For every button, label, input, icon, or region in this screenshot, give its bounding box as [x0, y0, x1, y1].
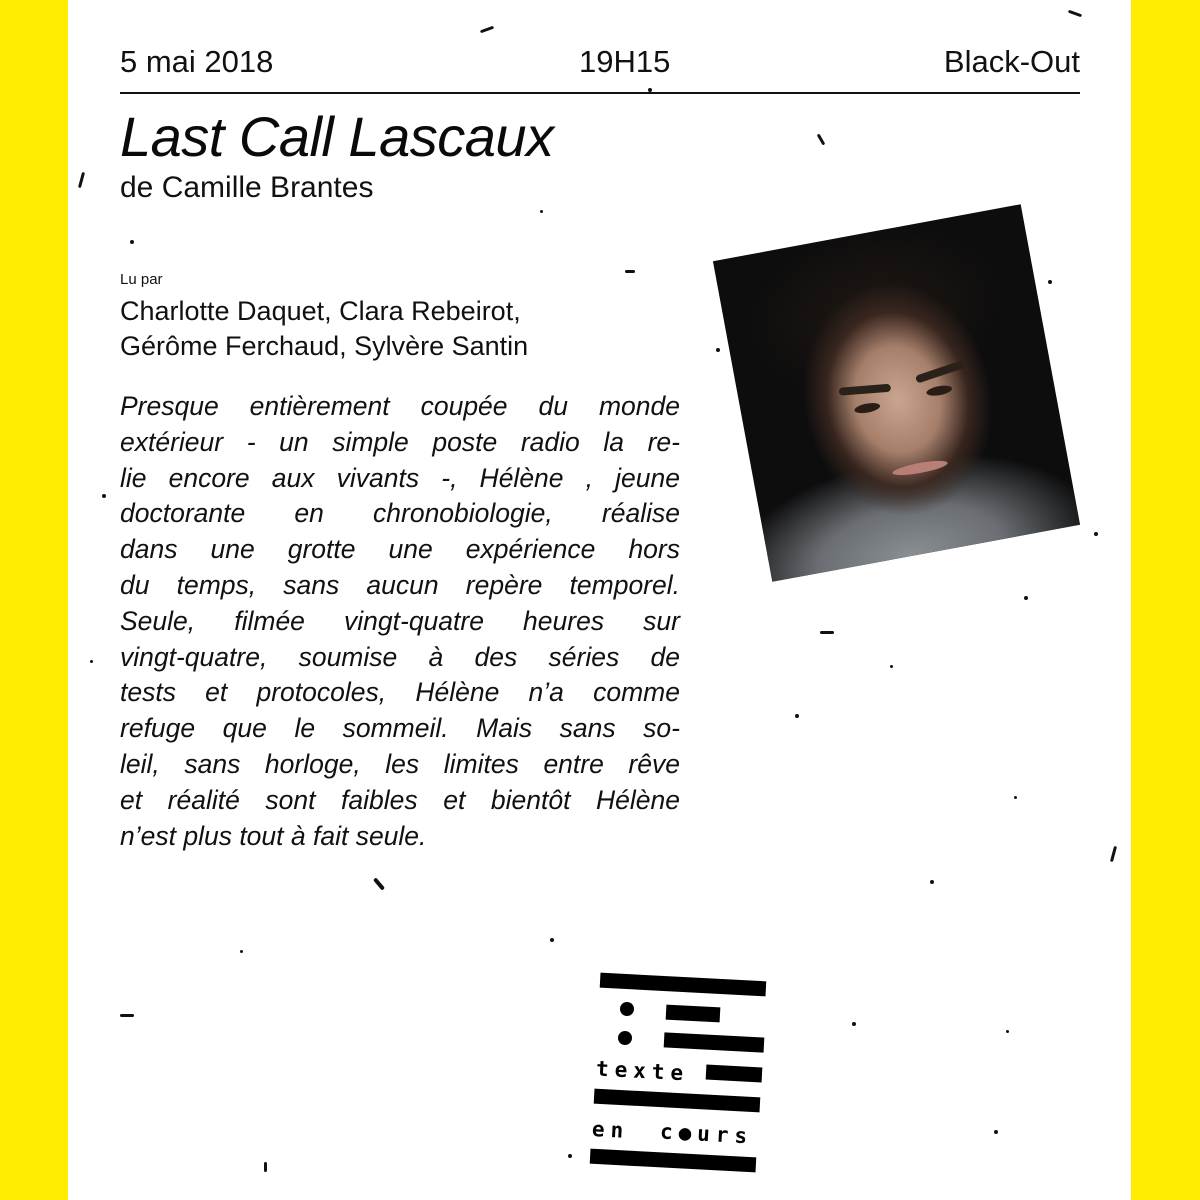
- decorative-speck: [852, 1022, 856, 1026]
- header-divider: [120, 92, 1080, 94]
- decorative-speck: [930, 880, 934, 884]
- decorative-speck: [1006, 1030, 1009, 1033]
- portrait-mouth: [892, 458, 949, 478]
- decorative-speck: [78, 172, 85, 188]
- event-header: [120, 40, 1080, 84]
- synopsis-line: leil, sans horloge, les limites entre rêve: [120, 748, 680, 779]
- decorative-speck: [1024, 596, 1028, 600]
- logo-bar: [666, 1005, 721, 1023]
- author-portrait-photo: [713, 204, 1080, 582]
- logo-word-en: en: [591, 1117, 630, 1143]
- decorative-speck: [1068, 10, 1082, 18]
- portrait-eye-right: [926, 384, 953, 398]
- decorative-speck: [480, 26, 494, 34]
- synopsis-line: Presque entièrement coupée du monde: [120, 391, 680, 421]
- logo-bar: [600, 973, 767, 997]
- decorative-speck: [1110, 846, 1117, 862]
- event-date: 5 mai 2018: [120, 44, 274, 79]
- logo-bar: [590, 1149, 757, 1173]
- synopsis-line: extérieur - un simple poste radio la re-: [120, 426, 680, 457]
- decorative-speck: [90, 660, 93, 663]
- decorative-speck: [102, 494, 106, 498]
- decorative-speck: [890, 665, 893, 668]
- logo-bar: [664, 1032, 765, 1052]
- synopsis-line: lie encore aux vivants -, Hélène , jeune: [120, 462, 680, 493]
- decorative-speck: [540, 210, 543, 213]
- decorative-speck: [1014, 796, 1017, 799]
- synopsis-line: Seule, filmée vingt-quatre heures sur: [120, 605, 680, 636]
- decorative-speck: [625, 270, 635, 273]
- decorative-speck: [373, 877, 385, 890]
- play-author: de Camille Brantes: [120, 171, 374, 204]
- decorative-speck: [264, 1162, 267, 1172]
- synopsis: [120, 389, 680, 854]
- logo-dot: [620, 1002, 634, 1016]
- synopsis-line: tests et protocoles, Hélène n’a comme: [120, 677, 680, 708]
- decorative-speck: [550, 938, 554, 942]
- logo-word-cours: c●urs: [659, 1119, 754, 1149]
- logo-bar: [594, 1089, 761, 1113]
- portrait-eye-left: [854, 401, 881, 415]
- portrait-brow-right: [915, 360, 967, 384]
- decorative-speck: [820, 631, 834, 634]
- texte-en-cours-logo: [591, 975, 768, 1170]
- synopsis-line: n’est plus tout à fait seule.: [120, 820, 427, 851]
- readers-label: Lu par: [120, 271, 163, 288]
- readers-line: Gérôme Ferchaud, Sylvère Santin: [120, 331, 529, 361]
- decorative-speck: [1048, 280, 1052, 284]
- synopsis-line: vingt-quatre, soumise à des séries de: [120, 641, 680, 672]
- decorative-speck: [568, 1154, 572, 1158]
- logo-word-texte: texte: [595, 1056, 690, 1086]
- decorative-speck: [716, 348, 720, 352]
- synopsis-line: dans une grotte une expérience hors: [120, 534, 680, 565]
- play-title: Last Call Lascaux: [120, 105, 554, 168]
- decorative-speck: [648, 88, 652, 92]
- decorative-speck: [240, 950, 243, 953]
- left-yellow-border: [0, 0, 68, 1200]
- logo-bar: [706, 1065, 763, 1083]
- decorative-speck: [994, 1130, 998, 1134]
- event-venue: Black-Out: [943, 44, 1080, 79]
- event-time: 19H15: [579, 44, 671, 79]
- synopsis-line: et réalité sont faibles et bientôt Hélène: [120, 784, 680, 815]
- synopsis-line: refuge que le sommeil. Mais sans so-: [120, 713, 680, 744]
- logo-dot: [618, 1031, 632, 1045]
- decorative-speck: [120, 1014, 134, 1017]
- readers-line: Charlotte Daquet, Clara Rebeirot,: [120, 296, 521, 326]
- portrait-brow-left: [839, 384, 891, 396]
- decorative-speck: [1094, 532, 1098, 536]
- decorative-speck: [130, 240, 134, 244]
- synopsis-line: doctorante en chronobiologie, réalise: [120, 498, 680, 529]
- right-yellow-border: [1131, 0, 1200, 1200]
- decorative-speck: [795, 714, 799, 718]
- synopsis-line: du temps, sans aucun repère temporel.: [120, 569, 680, 600]
- readers-list: [120, 294, 640, 364]
- decorative-speck: [817, 134, 826, 146]
